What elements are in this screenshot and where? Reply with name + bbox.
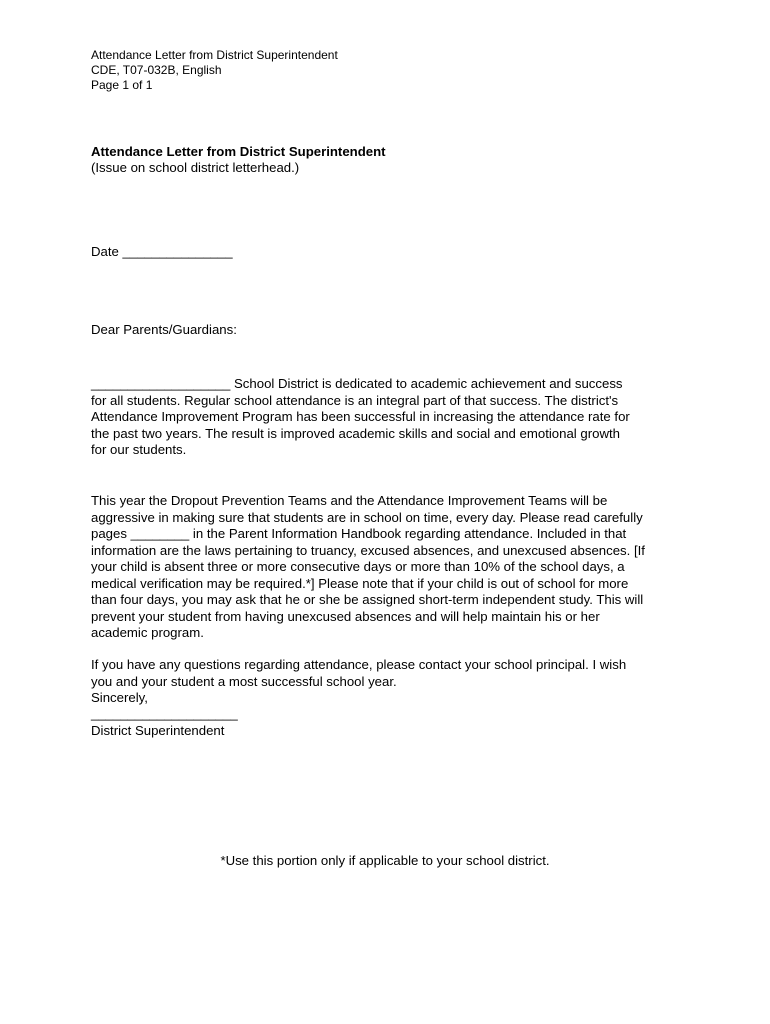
paragraph-line: you and your student a most successful school year. xyxy=(91,673,397,689)
paragraph-line: the past two years. The result is improved academic skills and social and emotional growth xyxy=(91,425,620,441)
paragraph-line: for all students. Regular school attendance is an integral part of that success. The district's xyxy=(91,392,619,408)
paragraph-line: pages ________ in the Parent Information Handbook regarding attendance. Included in that xyxy=(91,526,627,541)
paragraph-line: for our students. xyxy=(91,442,187,457)
letter-subtitle: (Issue on school district letterhead.) xyxy=(91,160,300,175)
paragraph-1 xyxy=(91,376,630,459)
paragraph-line: Attendance Improvement Program has been successful in increasing the attendance rate for xyxy=(91,409,630,424)
footnote: *Use this portion only if applicable to your school district. xyxy=(220,853,550,868)
paragraph-line: medical verification may be required.*] Please note that if your child is out of school for more xyxy=(91,575,629,591)
closing-sincerely: Sincerely, xyxy=(91,690,148,705)
paragraph-line: If you have any questions regarding attendance, please contact your school principal. I wish xyxy=(91,657,627,672)
letter-title: Attendance Letter from District Superintendent xyxy=(91,144,386,159)
signature-name: District Superintendent xyxy=(91,723,225,738)
page-header xyxy=(91,48,338,93)
paragraph-line: information are the laws pertaining to truancy, excused absences, and unexcused absences. [If xyxy=(91,542,645,558)
date-line: Date _______________ xyxy=(91,244,233,259)
header-document-title: Attendance Letter from District Superintendent xyxy=(91,48,338,62)
paragraph-line: prevent your student from having unexcused absences and will help maintain his or her xyxy=(91,608,600,624)
header-form-code: CDE, T07-032B, English xyxy=(91,63,222,77)
header-page-number: Page 1 of 1 xyxy=(91,78,153,92)
paragraph-line: ___________________ School District is dedicated to academic achievement and success xyxy=(91,376,623,391)
paragraph-3 xyxy=(91,657,626,707)
paragraph-line: aggressive in making sure that students are in school on time, every day. Please read carefully xyxy=(91,509,643,525)
signature-line: ____________________ xyxy=(91,706,238,721)
paragraph-line: than four days, you may ask that he or she be assigned short-term independent study. This will xyxy=(91,592,644,607)
paragraph-2 xyxy=(91,493,645,642)
paragraph-line: This year the Dropout Prevention Teams and the Attendance Improvement Teams will be xyxy=(91,493,608,508)
paragraph-line: academic program. xyxy=(91,625,204,640)
salutation: Dear Parents/Guardians: xyxy=(91,322,237,337)
paragraph-line: your child is absent three or more consecutive days or more than 10% of the school days, a xyxy=(91,559,625,574)
